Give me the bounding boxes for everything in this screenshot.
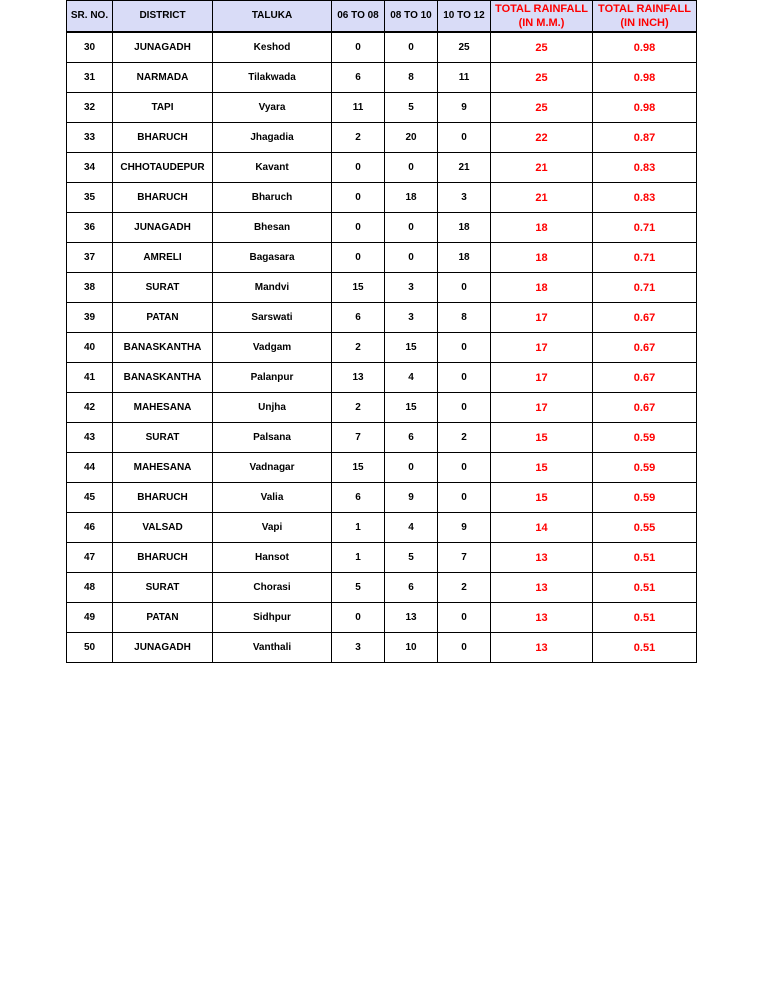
cell-08-to-10: 10 [385, 633, 438, 663]
cell-10-to-12: 11 [438, 63, 491, 93]
cell-08-to-10: 5 [385, 543, 438, 573]
cell-sr-no: 37 [67, 243, 113, 273]
cell-06-to-08: 15 [332, 273, 385, 303]
cell-total-inch: 0.55 [593, 513, 697, 543]
cell-district: BHARUCH [113, 483, 213, 513]
cell-10-to-12: 8 [438, 303, 491, 333]
cell-sr-no: 46 [67, 513, 113, 543]
cell-total-inch: 0.98 [593, 63, 697, 93]
cell-taluka: Vapi [213, 513, 332, 543]
cell-total-inch: 0.67 [593, 363, 697, 393]
header-total-rainfall-inch [593, 1, 697, 33]
cell-08-to-10: 0 [385, 213, 438, 243]
cell-district: BHARUCH [113, 123, 213, 153]
cell-district: JUNAGADH [113, 32, 213, 63]
cell-10-to-12: 2 [438, 423, 491, 453]
cell-district: CHHOTAUDEPUR [113, 153, 213, 183]
cell-total-mm: 13 [491, 633, 593, 663]
cell-total-mm: 17 [491, 393, 593, 423]
cell-total-mm: 21 [491, 153, 593, 183]
table-row [67, 153, 697, 183]
cell-10-to-12: 2 [438, 573, 491, 603]
cell-taluka: Keshod [213, 32, 332, 63]
cell-08-to-10: 13 [385, 603, 438, 633]
table-row [67, 603, 697, 633]
cell-district: PATAN [113, 603, 213, 633]
cell-06-to-08: 6 [332, 303, 385, 333]
table-row [67, 423, 697, 453]
cell-sr-no: 41 [67, 363, 113, 393]
cell-10-to-12: 9 [438, 93, 491, 123]
cell-sr-no: 35 [67, 183, 113, 213]
table-row [67, 543, 697, 573]
table-row [67, 453, 697, 483]
cell-taluka: Tilakwada [213, 63, 332, 93]
cell-taluka: Bharuch [213, 183, 332, 213]
cell-taluka: Bagasara [213, 243, 332, 273]
cell-06-to-08: 0 [332, 32, 385, 63]
cell-sr-no: 44 [67, 453, 113, 483]
cell-total-mm: 13 [491, 543, 593, 573]
cell-sr-no: 32 [67, 93, 113, 123]
cell-total-mm: 18 [491, 273, 593, 303]
cell-taluka: Jhagadia [213, 123, 332, 153]
cell-district: VALSAD [113, 513, 213, 543]
cell-taluka: Palanpur [213, 363, 332, 393]
cell-10-to-12: 18 [438, 213, 491, 243]
table-row [67, 393, 697, 423]
cell-08-to-10: 9 [385, 483, 438, 513]
cell-06-to-08: 6 [332, 483, 385, 513]
cell-06-to-08: 0 [332, 243, 385, 273]
cell-06-to-08: 0 [332, 183, 385, 213]
cell-taluka: Vadnagar [213, 453, 332, 483]
cell-sr-no: 49 [67, 603, 113, 633]
table-row [67, 363, 697, 393]
cell-district: JUNAGADH [113, 213, 213, 243]
cell-total-mm: 18 [491, 243, 593, 273]
cell-total-mm: 25 [491, 32, 593, 63]
cell-08-to-10: 18 [385, 183, 438, 213]
cell-06-to-08: 2 [332, 393, 385, 423]
cell-total-inch: 0.71 [593, 213, 697, 243]
cell-08-to-10: 20 [385, 123, 438, 153]
cell-total-inch: 0.83 [593, 153, 697, 183]
cell-taluka: Hansot [213, 543, 332, 573]
cell-total-inch: 0.59 [593, 483, 697, 513]
cell-06-to-08: 11 [332, 93, 385, 123]
cell-06-to-08: 15 [332, 453, 385, 483]
cell-08-to-10: 8 [385, 63, 438, 93]
table-row [67, 633, 697, 663]
cell-sr-no: 36 [67, 213, 113, 243]
table-header [67, 1, 697, 33]
cell-08-to-10: 3 [385, 273, 438, 303]
cell-10-to-12: 0 [438, 363, 491, 393]
cell-10-to-12: 0 [438, 603, 491, 633]
cell-10-to-12: 25 [438, 32, 491, 63]
cell-sr-no: 47 [67, 543, 113, 573]
table-row [67, 63, 697, 93]
cell-total-mm: 15 [491, 423, 593, 453]
cell-08-to-10: 0 [385, 32, 438, 63]
cell-total-mm: 17 [491, 333, 593, 363]
table-body [67, 32, 697, 663]
cell-district: SURAT [113, 423, 213, 453]
cell-total-mm: 18 [491, 213, 593, 243]
cell-taluka: Vadgam [213, 333, 332, 363]
cell-10-to-12: 0 [438, 273, 491, 303]
cell-08-to-10: 15 [385, 333, 438, 363]
cell-total-mm: 22 [491, 123, 593, 153]
table-row [67, 483, 697, 513]
cell-10-to-12: 7 [438, 543, 491, 573]
cell-total-inch: 0.51 [593, 543, 697, 573]
cell-district: BHARUCH [113, 183, 213, 213]
cell-06-to-08: 1 [332, 513, 385, 543]
cell-08-to-10: 6 [385, 573, 438, 603]
cell-06-to-08: 3 [332, 633, 385, 663]
header-08-to-10: 08 TO 10 [385, 1, 438, 33]
cell-08-to-10: 6 [385, 423, 438, 453]
header-06-to-08: 06 TO 08 [332, 1, 385, 33]
cell-taluka: Sarswati [213, 303, 332, 333]
cell-sr-no: 40 [67, 333, 113, 363]
cell-total-mm: 17 [491, 303, 593, 333]
table-row [67, 123, 697, 153]
cell-10-to-12: 18 [438, 243, 491, 273]
cell-taluka: Unjha [213, 393, 332, 423]
cell-10-to-12: 9 [438, 513, 491, 543]
cell-district: AMRELI [113, 243, 213, 273]
cell-district: TAPI [113, 93, 213, 123]
header-total-inch-line1: TOTAL RAINFALL [598, 3, 691, 15]
cell-08-to-10: 0 [385, 453, 438, 483]
header-district: DISTRICT [113, 1, 213, 33]
cell-10-to-12: 0 [438, 123, 491, 153]
table-row [67, 333, 697, 363]
header-total-inch-line2: (IN INCH) [620, 17, 669, 29]
table-row [67, 213, 697, 243]
cell-district: SURAT [113, 273, 213, 303]
cell-total-inch: 0.87 [593, 123, 697, 153]
header-10-to-12: 10 TO 12 [438, 1, 491, 33]
cell-10-to-12: 0 [438, 393, 491, 423]
cell-06-to-08: 2 [332, 333, 385, 363]
cell-10-to-12: 0 [438, 483, 491, 513]
cell-total-inch: 0.67 [593, 303, 697, 333]
cell-10-to-12: 0 [438, 633, 491, 663]
cell-total-inch: 0.83 [593, 183, 697, 213]
cell-sr-no: 30 [67, 32, 113, 63]
cell-taluka: Palsana [213, 423, 332, 453]
cell-taluka: Sidhpur [213, 603, 332, 633]
cell-total-inch: 0.51 [593, 603, 697, 633]
cell-total-mm: 15 [491, 483, 593, 513]
table-row [67, 183, 697, 213]
cell-08-to-10: 4 [385, 513, 438, 543]
cell-district: BANASKANTHA [113, 333, 213, 363]
cell-total-inch: 0.51 [593, 573, 697, 603]
cell-sr-no: 39 [67, 303, 113, 333]
cell-total-inch: 0.51 [593, 633, 697, 663]
cell-district: BHARUCH [113, 543, 213, 573]
cell-sr-no: 48 [67, 573, 113, 603]
cell-total-inch: 0.59 [593, 423, 697, 453]
cell-district: NARMADA [113, 63, 213, 93]
cell-taluka: Valia [213, 483, 332, 513]
cell-sr-no: 31 [67, 63, 113, 93]
cell-district: BANASKANTHA [113, 363, 213, 393]
cell-total-inch: 0.59 [593, 453, 697, 483]
cell-taluka: Chorasi [213, 573, 332, 603]
table-row [67, 243, 697, 273]
cell-total-mm: 13 [491, 573, 593, 603]
cell-06-to-08: 13 [332, 363, 385, 393]
cell-total-inch: 0.71 [593, 243, 697, 273]
cell-10-to-12: 0 [438, 453, 491, 483]
cell-10-to-12: 21 [438, 153, 491, 183]
cell-sr-no: 43 [67, 423, 113, 453]
cell-total-inch: 0.67 [593, 333, 697, 363]
table-row [67, 32, 697, 63]
cell-district: JUNAGADH [113, 633, 213, 663]
cell-sr-no: 42 [67, 393, 113, 423]
cell-08-to-10: 3 [385, 303, 438, 333]
cell-total-inch: 0.67 [593, 393, 697, 423]
cell-08-to-10: 0 [385, 153, 438, 183]
table-row [67, 273, 697, 303]
cell-06-to-08: 2 [332, 123, 385, 153]
cell-total-mm: 25 [491, 63, 593, 93]
header-total-mm-line1: TOTAL RAINFALL [495, 3, 588, 15]
cell-total-mm: 13 [491, 603, 593, 633]
cell-total-inch: 0.98 [593, 93, 697, 123]
cell-06-to-08: 7 [332, 423, 385, 453]
cell-06-to-08: 0 [332, 153, 385, 183]
table-row [67, 573, 697, 603]
cell-total-mm: 15 [491, 453, 593, 483]
cell-total-inch: 0.98 [593, 32, 697, 63]
cell-taluka: Bhesan [213, 213, 332, 243]
header-total-mm-line2: (IN M.M.) [518, 17, 565, 29]
header-row [67, 1, 697, 33]
cell-total-mm: 17 [491, 363, 593, 393]
cell-district: SURAT [113, 573, 213, 603]
table-row [67, 93, 697, 123]
cell-10-to-12: 0 [438, 333, 491, 363]
header-total-rainfall-mm [491, 1, 593, 33]
rainfall-table [66, 0, 697, 663]
cell-sr-no: 33 [67, 123, 113, 153]
cell-total-mm: 25 [491, 93, 593, 123]
cell-06-to-08: 6 [332, 63, 385, 93]
cell-district: MAHESANA [113, 393, 213, 423]
cell-06-to-08: 0 [332, 213, 385, 243]
cell-total-inch: 0.71 [593, 273, 697, 303]
cell-08-to-10: 15 [385, 393, 438, 423]
cell-08-to-10: 4 [385, 363, 438, 393]
cell-06-to-08: 1 [332, 543, 385, 573]
header-taluka: TALUKA [213, 1, 332, 33]
cell-taluka: Vyara [213, 93, 332, 123]
cell-district: PATAN [113, 303, 213, 333]
cell-06-to-08: 5 [332, 573, 385, 603]
cell-sr-no: 45 [67, 483, 113, 513]
cell-taluka: Mandvi [213, 273, 332, 303]
cell-taluka: Kavant [213, 153, 332, 183]
table-row [67, 303, 697, 333]
cell-sr-no: 38 [67, 273, 113, 303]
cell-10-to-12: 3 [438, 183, 491, 213]
cell-08-to-10: 5 [385, 93, 438, 123]
cell-sr-no: 50 [67, 633, 113, 663]
cell-total-mm: 21 [491, 183, 593, 213]
cell-06-to-08: 0 [332, 603, 385, 633]
cell-08-to-10: 0 [385, 243, 438, 273]
cell-taluka: Vanthali [213, 633, 332, 663]
table-row [67, 513, 697, 543]
cell-total-mm: 14 [491, 513, 593, 543]
cell-sr-no: 34 [67, 153, 113, 183]
cell-district: MAHESANA [113, 453, 213, 483]
header-sr-no: SR. NO. [67, 1, 113, 33]
